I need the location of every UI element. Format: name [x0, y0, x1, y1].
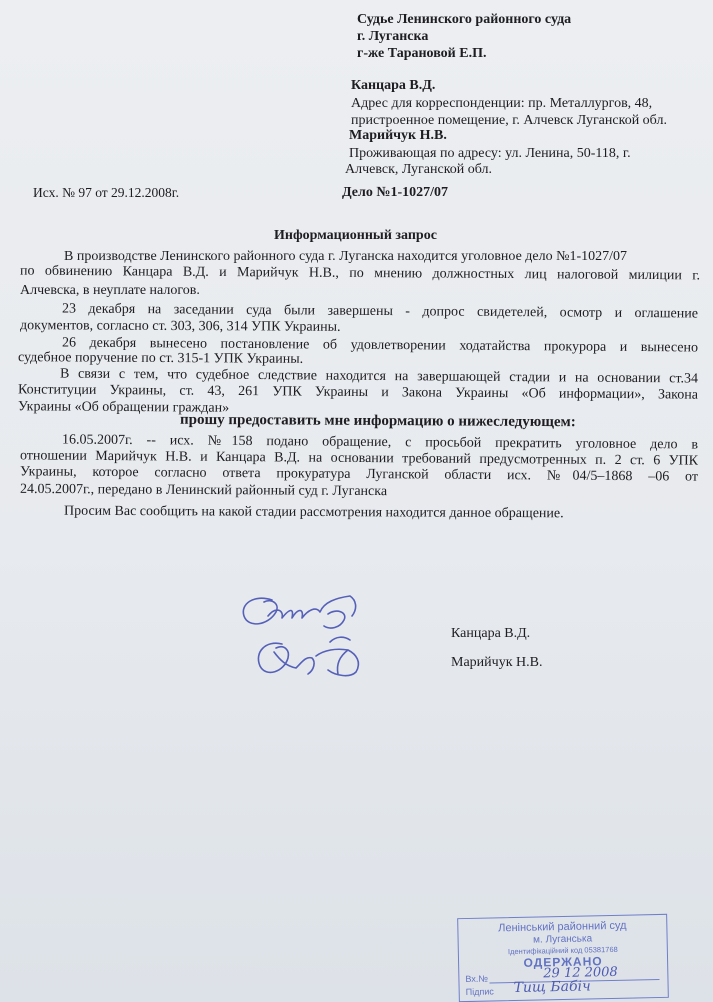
signature-mariychuk: [258, 637, 358, 675]
paragraph-5-line-1: 16.05.2007г. -- исх. №158 подано обращение, с просьбой прекратить уголовное дело в: [61, 432, 699, 453]
addressee-line-1: Судье Ленинского районного суда: [357, 12, 572, 27]
stamp-date-handwritten: 29 12 2008: [543, 964, 618, 982]
sender1-address-line-2: пристроенное помещение, г. Алчевск Луганской обл.: [351, 113, 667, 128]
paragraph-5-line-2: отношении Марийчук Н.В. и Канцара В.Д. на основании требований предусмотренных п. 2 ст. 6 УПК: [19, 448, 699, 469]
addressee-line-3: г-же Тарановой Е.П.: [357, 46, 487, 61]
signatory-name-2: Марийчук Н.В.: [451, 655, 543, 670]
stamp-city: м. Луганська: [533, 933, 593, 946]
signatory-name-1: Канцара В.Д.: [451, 626, 531, 641]
stamp-signature-label: Підпис: [465, 986, 494, 998]
sender2-address-line-1: Проживающая по адресу: ул. Ленина, 50-118, г.: [349, 146, 631, 161]
outgoing-number: Исх. № 97 от 29.12.2008г.: [33, 185, 180, 200]
sender2-name: Марийчук Н.В.: [349, 128, 447, 143]
stamp-id-code: Ідентифікаційний код 05381768: [507, 944, 618, 957]
stamp-received-label: ОДЕРЖАНО: [523, 954, 603, 970]
paragraph-5-line-4: 24.05.2007г., передано в Ленинский районный суд г. Луганска: [19, 481, 388, 500]
signature-kantsara: [243, 596, 355, 628]
paragraph-4-line-1: В связи с тем, что судебное следствие находится на завершающей стадии и на основании ст.34: [59, 366, 699, 387]
court-received-stamp: [457, 914, 669, 1002]
paragraph-1-line-1: В производстве Ленинского районного суда г. Луганска находится уголовное дело №1-1027/07: [64, 249, 628, 264]
sender1-address-line-1: Адрес для корреспонденции: пр. Металлургов, 48,: [351, 96, 653, 111]
paragraph-3-line-2: судебное поручение по ст. 315-1 УПК Украины.: [17, 350, 304, 367]
paragraph-1-line-2: по обвинению Канцара В.Д. и Марийчук Н.В., по мнению должностных лиц налоговой милиции г.: [19, 263, 701, 284]
paragraph-3-line-1: 26 декабря вынесено постановление об удовлетворении ходатайства прокурора и вынесено: [61, 335, 699, 356]
paragraph-4-line-3: Украины «Об обращении граждан»: [17, 399, 230, 416]
addressee-line-2: г. Луганска: [357, 29, 429, 44]
page-title: Информационный запрос: [274, 228, 437, 243]
stamp-signature-handwritten: Тищ Бабіч: [513, 978, 591, 997]
paragraph-4-line-2: Конституции Украины, ст. 43, 261 УПК Украины и Закона Украины «Об информации», Закона: [17, 382, 699, 403]
stamp-incoming-label: Вх.№: [465, 973, 489, 985]
paragraph-5-line-3: Украины, которое согласно ответа прокуратура Луганской области исх. №04/5–1868 –06 от: [19, 464, 699, 485]
handwritten-signatures: [232, 586, 382, 696]
paragraph-2-line-1: 23 декабря на заседании суда были завершены - допрос свидетелей, осмотр и оглашение: [61, 301, 699, 322]
paragraph-2-line-2: документов, согласно ст. 303, 306, 314 УПК Украины.: [19, 318, 341, 335]
request-heading: прошу предоставить мне информацию о нижеследующем:: [179, 411, 576, 431]
sender1-name: Канцара В.Д.: [351, 78, 436, 93]
stamp-court-name: Ленінський районний суд: [498, 919, 627, 935]
sender2-address-line-2: Алчевск, Луганской обл.: [345, 162, 493, 177]
paragraph-6: Просим Вас сообщить на какой стадии рассмотрения находится данное обращение.: [63, 503, 564, 522]
paragraph-1-line-3: Алчевска, в неуплате налогов.: [20, 283, 200, 298]
case-number: Дело №1-1027/07: [342, 185, 448, 200]
